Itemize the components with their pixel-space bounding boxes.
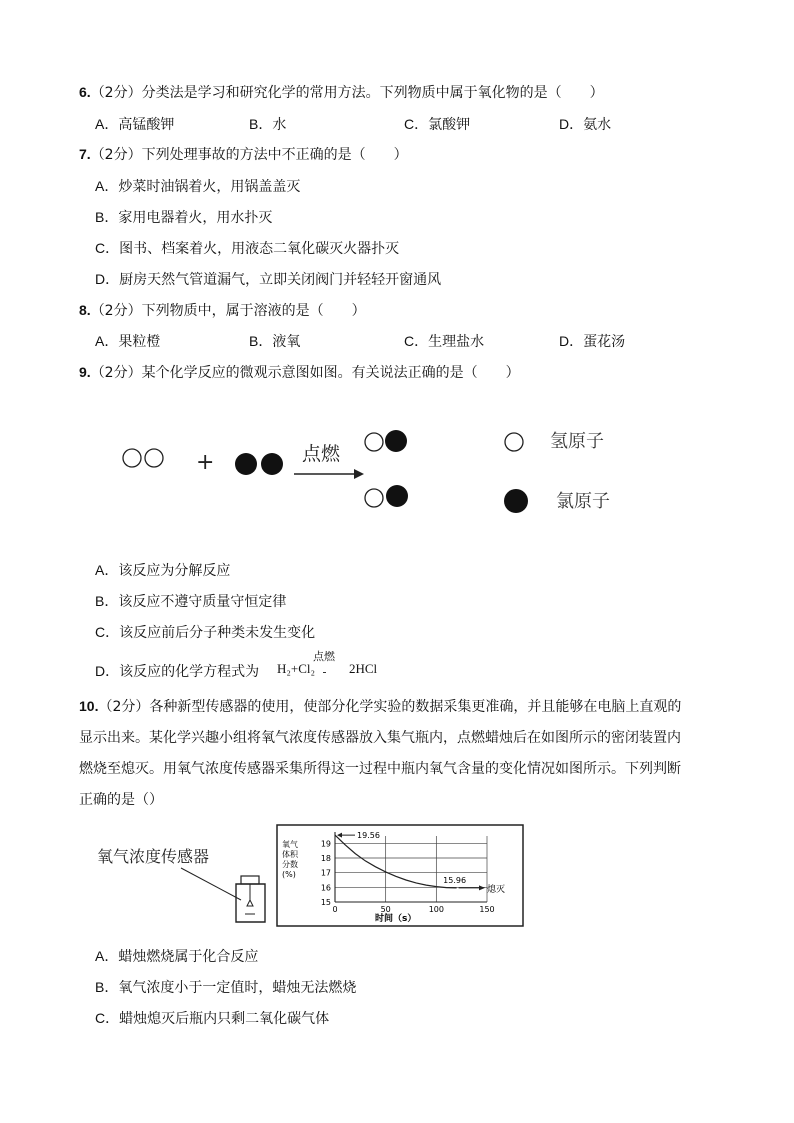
option-b[interactable]: B．氧气浓度小于一定值时，蜡烛无法燃烧 bbox=[95, 979, 357, 996]
y-tick-label: 15 bbox=[320, 898, 331, 907]
hydrogen-molecule-icon bbox=[123, 449, 163, 467]
svg-text:氧气: 氧气 bbox=[282, 840, 298, 849]
legend-chlorine: 氯原子 bbox=[556, 491, 610, 512]
y-tick-label: 18 bbox=[320, 854, 331, 863]
question-score: （2分） bbox=[98, 699, 150, 715]
hcl-molecule-icon bbox=[365, 430, 407, 452]
svg-text:体积: 体积 bbox=[282, 850, 298, 859]
reaction-diagram bbox=[110, 410, 650, 520]
equation-condition: 点燃 bbox=[313, 650, 335, 663]
end-value-label: 15.96 bbox=[443, 875, 467, 885]
question-text: 分类法是学习和研究化学的常用方法。下列物质中属于氧化物的是（ ） bbox=[141, 85, 604, 101]
option-a[interactable]: A．该反应为分解反应 bbox=[95, 562, 231, 579]
question-number: 8. bbox=[79, 302, 91, 318]
option-b[interactable]: B．家用电器着火，用水扑灭 bbox=[95, 209, 273, 226]
hcl-molecule-icon bbox=[365, 485, 408, 507]
svg-text:分数: 分数 bbox=[282, 860, 298, 869]
question-10-stem bbox=[79, 696, 681, 716]
question-score: （2分） bbox=[90, 303, 142, 319]
question-text: 下列物质中，属于溶液的是（ ） bbox=[141, 303, 366, 319]
question-number: 10. bbox=[79, 698, 99, 714]
question-text-line: 燃烧至熄灭。用氧气浓度传感器采集所得这一过程中瓶内氧气含量的变化情况如图所示。下列判断 bbox=[79, 761, 681, 777]
sensor-label: 氧气浓度传感器 bbox=[97, 847, 210, 866]
question-text: 下列处理事故的方法中不正确的是（ ） bbox=[141, 147, 408, 163]
option-d[interactable]: D．蛋花汤 bbox=[559, 333, 626, 350]
oxygen-sensor-figure bbox=[95, 822, 535, 932]
question-score: （2分） bbox=[90, 85, 142, 101]
legend-hydrogen: 氢原子 bbox=[550, 431, 604, 452]
option-d[interactable]: D．该反应的化学方程式为 bbox=[95, 663, 260, 680]
option-a[interactable]: A．高锰酸钾 bbox=[95, 116, 175, 133]
option-b[interactable]: B．水 bbox=[249, 116, 287, 133]
x-tick-label: 50 bbox=[380, 905, 391, 914]
equation-reactants: H₂+Cl₂ bbox=[277, 661, 316, 676]
option-c[interactable]: C．蜡烛熄灭后瓶内只剩二氧化碳气体 bbox=[95, 1010, 330, 1027]
y-tick-label: 16 bbox=[320, 883, 331, 893]
plus-sign: + bbox=[196, 450, 215, 475]
question-8-stem bbox=[79, 300, 366, 320]
x-tick-label: 150 bbox=[479, 905, 495, 914]
reaction-arrow-icon bbox=[294, 469, 364, 479]
question-text: 各种新型传感器的使用，使部分化学实验的数据采集更准确，并且能够在电脑上直观的 bbox=[149, 699, 682, 715]
start-value-label: 19.56 bbox=[357, 831, 380, 841]
hydrogen-atom-icon bbox=[505, 433, 523, 451]
question-text-line: 显示出来。某化学兴趣小组将氧气浓度传感器放入集气瓶内，点燃蜡烛后在如图所示的密闭装置内 bbox=[79, 730, 681, 746]
question-score: （2分） bbox=[90, 365, 142, 381]
question-text: 某个化学反应的微观示意图如图。有关说法正确的是（ ） bbox=[141, 365, 520, 381]
option-c[interactable]: C．生理盐水 bbox=[404, 333, 485, 350]
y-tick-label: 17 bbox=[320, 868, 331, 878]
plot-area bbox=[321, 831, 505, 914]
option-b[interactable]: B．液氧 bbox=[249, 333, 301, 350]
gas-jar-icon bbox=[236, 876, 265, 922]
y-tick-label: 19 bbox=[320, 839, 331, 849]
option-b[interactable]: B．该反应不遵守质量守恒定律 bbox=[95, 593, 287, 610]
option-a[interactable]: A．炒菜时油锅着火，用锅盖盖灭 bbox=[95, 178, 301, 195]
question-number: 9. bbox=[79, 364, 91, 380]
question-score: （2分） bbox=[90, 147, 142, 163]
question-number: 7. bbox=[79, 146, 91, 162]
x-tick-label: 100 bbox=[428, 905, 444, 914]
chlorine-molecule-icon bbox=[235, 453, 283, 475]
question-6-stem bbox=[79, 82, 604, 102]
option-d[interactable]: D．厨房天然气管道漏气，立即关闭阀门并轻轻开窗通风 bbox=[95, 271, 442, 288]
question-text-line: 正确的是（） bbox=[79, 792, 163, 808]
sensor-pointer bbox=[181, 868, 241, 900]
option-d[interactable]: D．氨水 bbox=[559, 116, 612, 133]
equation-product: 2HCl bbox=[349, 661, 378, 676]
chlorine-atom-icon bbox=[504, 489, 528, 513]
reaction-condition: 点燃 bbox=[302, 443, 341, 465]
extinguish-label: 熄灭 bbox=[487, 884, 506, 895]
option-c[interactable]: C．氯酸钾 bbox=[404, 116, 471, 133]
question-number: 6. bbox=[79, 84, 91, 100]
question-7-stem bbox=[79, 144, 408, 164]
option-c[interactable]: C．该反应前后分子种类未发生变化 bbox=[95, 624, 316, 641]
x-tick-label: 0 bbox=[332, 905, 338, 914]
equation-dash bbox=[323, 672, 326, 673]
option-a[interactable]: A．果粒橙 bbox=[95, 333, 161, 350]
svg-text:(%): (%) bbox=[282, 870, 296, 879]
chart-xlabel: 时间（s） bbox=[375, 914, 417, 924]
option-a[interactable]: A．蜡烛燃烧属于化合反应 bbox=[95, 948, 259, 965]
option-c[interactable]: C．图书、档案着火，用液态二氧化碳灭火器扑灭 bbox=[95, 240, 400, 257]
question-9-stem bbox=[79, 362, 520, 382]
